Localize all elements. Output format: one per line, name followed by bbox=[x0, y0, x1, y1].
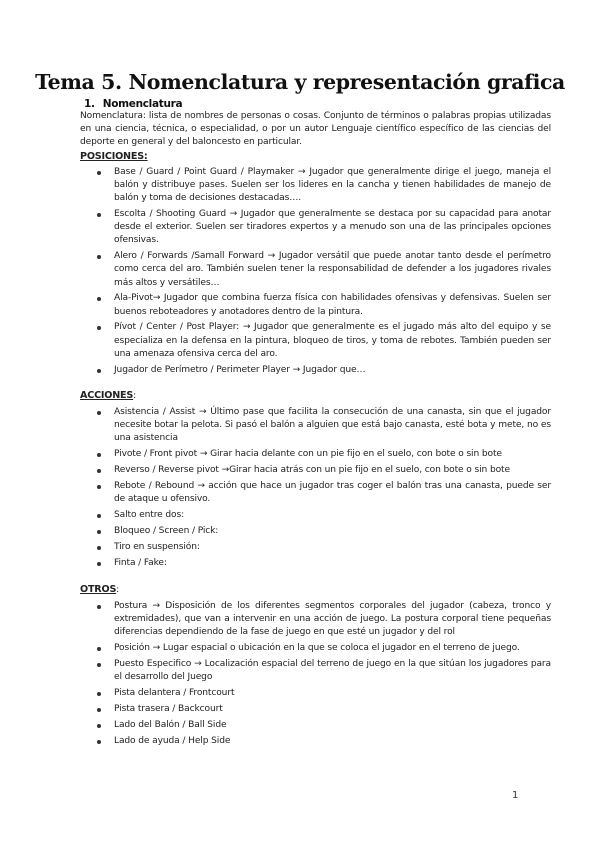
list-item: Puesto Especifico → Localización espacial del terreno de juego en la que sitúan los jugadores para el desarrollo del Juego bbox=[114, 658, 551, 684]
page-number: 1 bbox=[512, 790, 519, 801]
otros-heading-row bbox=[80, 583, 551, 597]
section-label: Nomenclatura bbox=[102, 98, 183, 110]
list-item: Finta / Fake: bbox=[114, 557, 551, 570]
list-item: Rebote / Rebound → acción que hace un jugador tras coger el balón tras una canasta, puede ser de ataque u ofensivo. bbox=[114, 480, 551, 506]
acciones-list bbox=[80, 406, 551, 570]
list-item: Base / Guard / Point Guard / Playmaker → Jugador que generalmente dirige el juego, maneja el balón y distribuye pases. Suelen ser los lideres en la cancha y tienen habilidades de manejo de balón y toma de decisiones destacadas…. bbox=[114, 166, 551, 206]
acciones-heading: ACCIONES bbox=[80, 389, 134, 401]
list-item: Jugador de Perímetro / Perimeter Player → Jugador que… bbox=[114, 364, 551, 377]
acciones-heading-row bbox=[80, 389, 551, 403]
posiciones-list bbox=[80, 166, 551, 377]
otros-list bbox=[80, 600, 551, 748]
section-number: 1. bbox=[84, 98, 95, 110]
list-item: Salto entre dos: bbox=[114, 509, 551, 522]
list-item: Lado de ayuda / Help Side bbox=[114, 735, 551, 748]
list-item: Pista trasera / Backcourt bbox=[114, 703, 551, 716]
list-item: Asistencia / Assist → Último pase que facilita la consecución de una canasta, sin que el jugador necesite botar la pelota. Si pasó el balón a alguien que está bajo canasta, esté bota y mete, no es una asistencia bbox=[114, 406, 551, 446]
section-heading-nomenclatura bbox=[84, 98, 182, 110]
list-item: Posición → Lugar espacial o ubicación en la que se coloca el jugador en el terreno de juego. bbox=[114, 642, 551, 655]
list-item: Reverso / Reverse pivot →Girar hacia atrás con un pie fijo en el suelo, con bote o sin bote bbox=[114, 464, 551, 477]
otros-heading: OTROS bbox=[80, 583, 117, 595]
list-item: Lado del Balón / Ball Side bbox=[114, 719, 551, 732]
list-item: Postura → Disposición de los diferentes segmentos corporales del jugador (cabeza, tronco y extremidades), que van a intervenir en una acción de juego. La postura corporal tiene pequeñas diferencias dependiendo de la fase de juego en que esté un jugador y del rol bbox=[114, 600, 551, 640]
page-title: Tema 5. Nomenclatura y representación grafica bbox=[35, 70, 565, 94]
list-item: Pívot / Center / Post Player: → Jugador que generalmente es el jugado más alto del equipo y se especializa en la defensa en la pintura, bloqueo de tiros, y toma de rebotes. También pueden ser una amenaza ofensiva cerca del aro. bbox=[114, 321, 551, 361]
document-body bbox=[80, 110, 551, 748]
list-item: Pivote / Front pivot → Girar hacia delante con un pie fijo en el suelo, con bote o sin bote bbox=[114, 448, 551, 461]
list-item: Escolta / Shooting Guard → Jugador que generalmente se destaca por su capacidad para anotar desde el exterior. Suelen ser tiradores expertos y a menudo son una de las principales opciones ofensivas. bbox=[114, 208, 551, 248]
acciones-heading-colon: : bbox=[133, 390, 137, 401]
intro-paragraph: Nomenclatura: lista de nombres de personas o cosas. Conjunto de términos o palabras propias utilizadas en una ciencia, técnica, o especialidad, o por un autor Lenguaje científico específico de las ciencias del deporte en general y del baloncesto en particular. bbox=[80, 111, 551, 148]
list-item: Alero / Forwards /Samall Forward → Jugador versátil que puede anotar tanto desde el perímetro como cerca del aro. También suelen tener la responsabilidad de defender a los jugadores rivales más altos y versátiles… bbox=[114, 250, 551, 290]
list-item: Ala-Pivot→ Jugador que combina fuerza física con habilidades ofensivas y defensivas. Suelen ser buenos reboteadores y anotadores dentro de la pintura. bbox=[114, 292, 551, 318]
list-item: Tiro en suspensión: bbox=[114, 541, 551, 554]
list-item: Bloqueo / Screen / Pick: bbox=[114, 525, 551, 538]
otros-heading-colon: : bbox=[116, 584, 120, 595]
posiciones-heading: POSICIONES: bbox=[80, 150, 148, 162]
list-item: Pista delantera / Frontcourt bbox=[114, 687, 551, 700]
